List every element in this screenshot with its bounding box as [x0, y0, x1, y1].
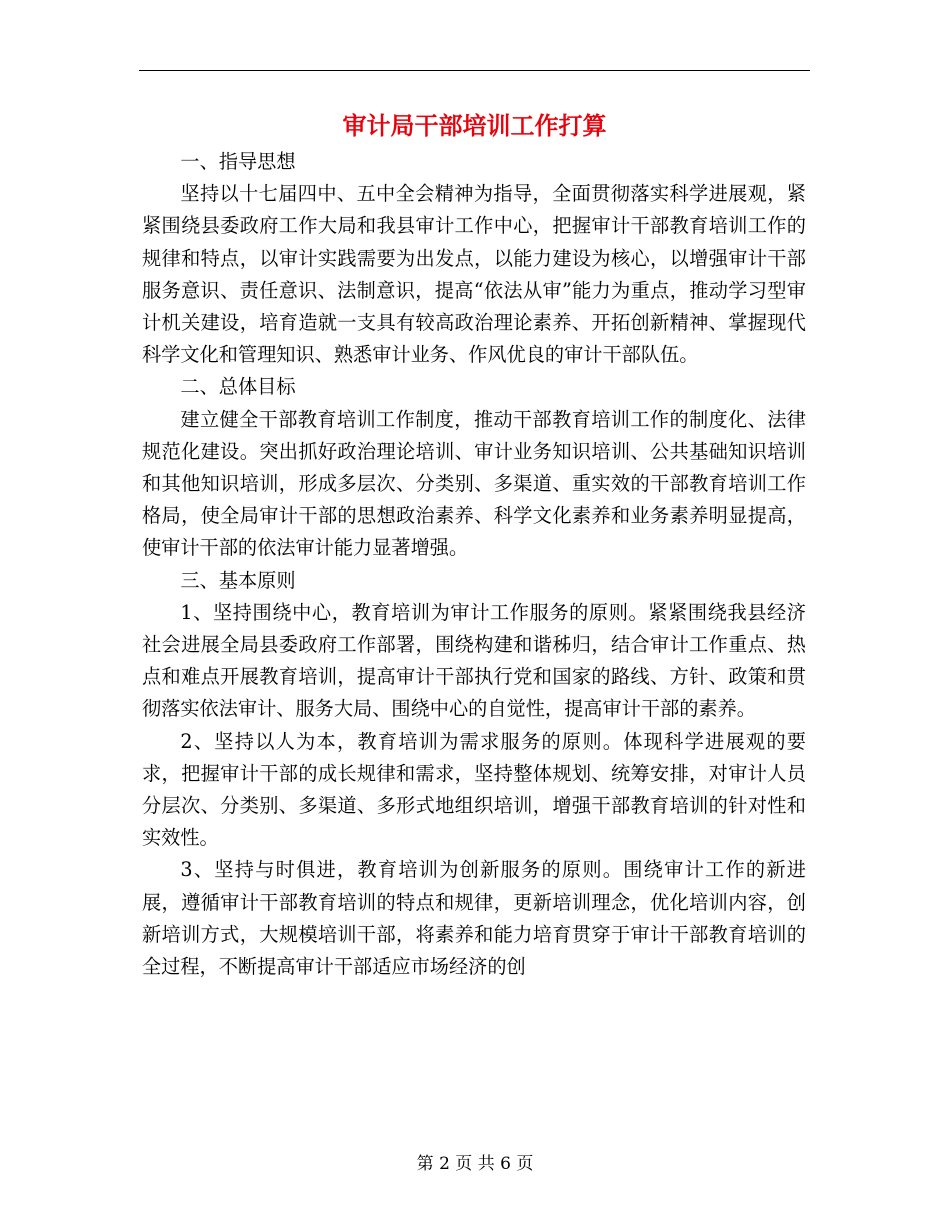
page-number-footer: 第 2 页 共 6 页 — [416, 1154, 534, 1174]
paragraph-principle-2: 2、坚持以人为本，教育培训为需求服务的原则。体现科学进展观的要求，把握审计干部的成长规律和需求，坚持整体规划、统筹安排，对审计人员分层次、分类别、多渠道、多形式地组织培训，增强干部教育培训的针对性和实效性。 — [142, 729, 806, 850]
section-heading-guiding-thought: 一、指导思想 — [180, 150, 296, 173]
section-heading-overall-goal: 二、总体目标 — [180, 375, 296, 399]
paragraph-overall-goal: 建立健全干部教育培训工作制度，推动干部教育培训工作的制度化、法律规范化建设。突出抓好政治理论培训、审计业务知识培训、公共基础知识培训和其他知识培训，形成多层次、分类别、多渠道、重实效的干部教育培训工作格局，使全局审计干部的思想政治素养、科学文化素养和业务素养明显提高，使审计干部的依法审计能力显著增强。 — [142, 407, 806, 560]
document-body — [142, 146, 806, 983]
paragraph-principle-1: 1、坚持围绕中心，教育培训为审计工作服务的原则。紧紧围绕我县经济社会进展全局县委政府工作部署，围绕构建和谐秭归，结合审计工作重点、热点和难点开展教育培训，提高审计干部执行党和国家的路线、方针、政策和贯彻落实依法审计、服务大局、围绕中心的自觉性，提高审计干部的素养。 — [142, 600, 806, 721]
paragraph-guiding-thought: 坚持以十七届四中、五中全会精神为指导，全面贯彻落实科学进展观，紧紧围绕县委政府工作大局和我县审计工作中心，把握审计干部教育培训工作的规律和特点，以审计实践需要为出发点，以能力建设为核心，以增强审计干部服务意识、责任意识、法制意识，提高“依法从审”能力为重点，推动学习型审计机关建设，培育造就一支具有较高政治理论素养、开拓创新精神、掌握现代科学文化和管理知识、熟悉审计业务、作风优良的审计干部队伍。 — [142, 182, 806, 367]
header-rule — [139, 70, 810, 71]
section-heading-basic-principles: 三、基本原则 — [180, 568, 296, 592]
paragraph-principle-3: 3、坚持与时俱进，教育培训为创新服务的原则。围绕审计工作的新进展，遵循审计干部教育培训的特点和规律，更新培训理念，优化培训内容，创新培训方式，大规模培训干部，将素养和能力培育贯穿于审计干部教育培训的全过程，不断提高审计干部适应市场经济的创 — [142, 858, 806, 979]
document-title: 审计局干部培训工作打算 — [342, 111, 607, 140]
